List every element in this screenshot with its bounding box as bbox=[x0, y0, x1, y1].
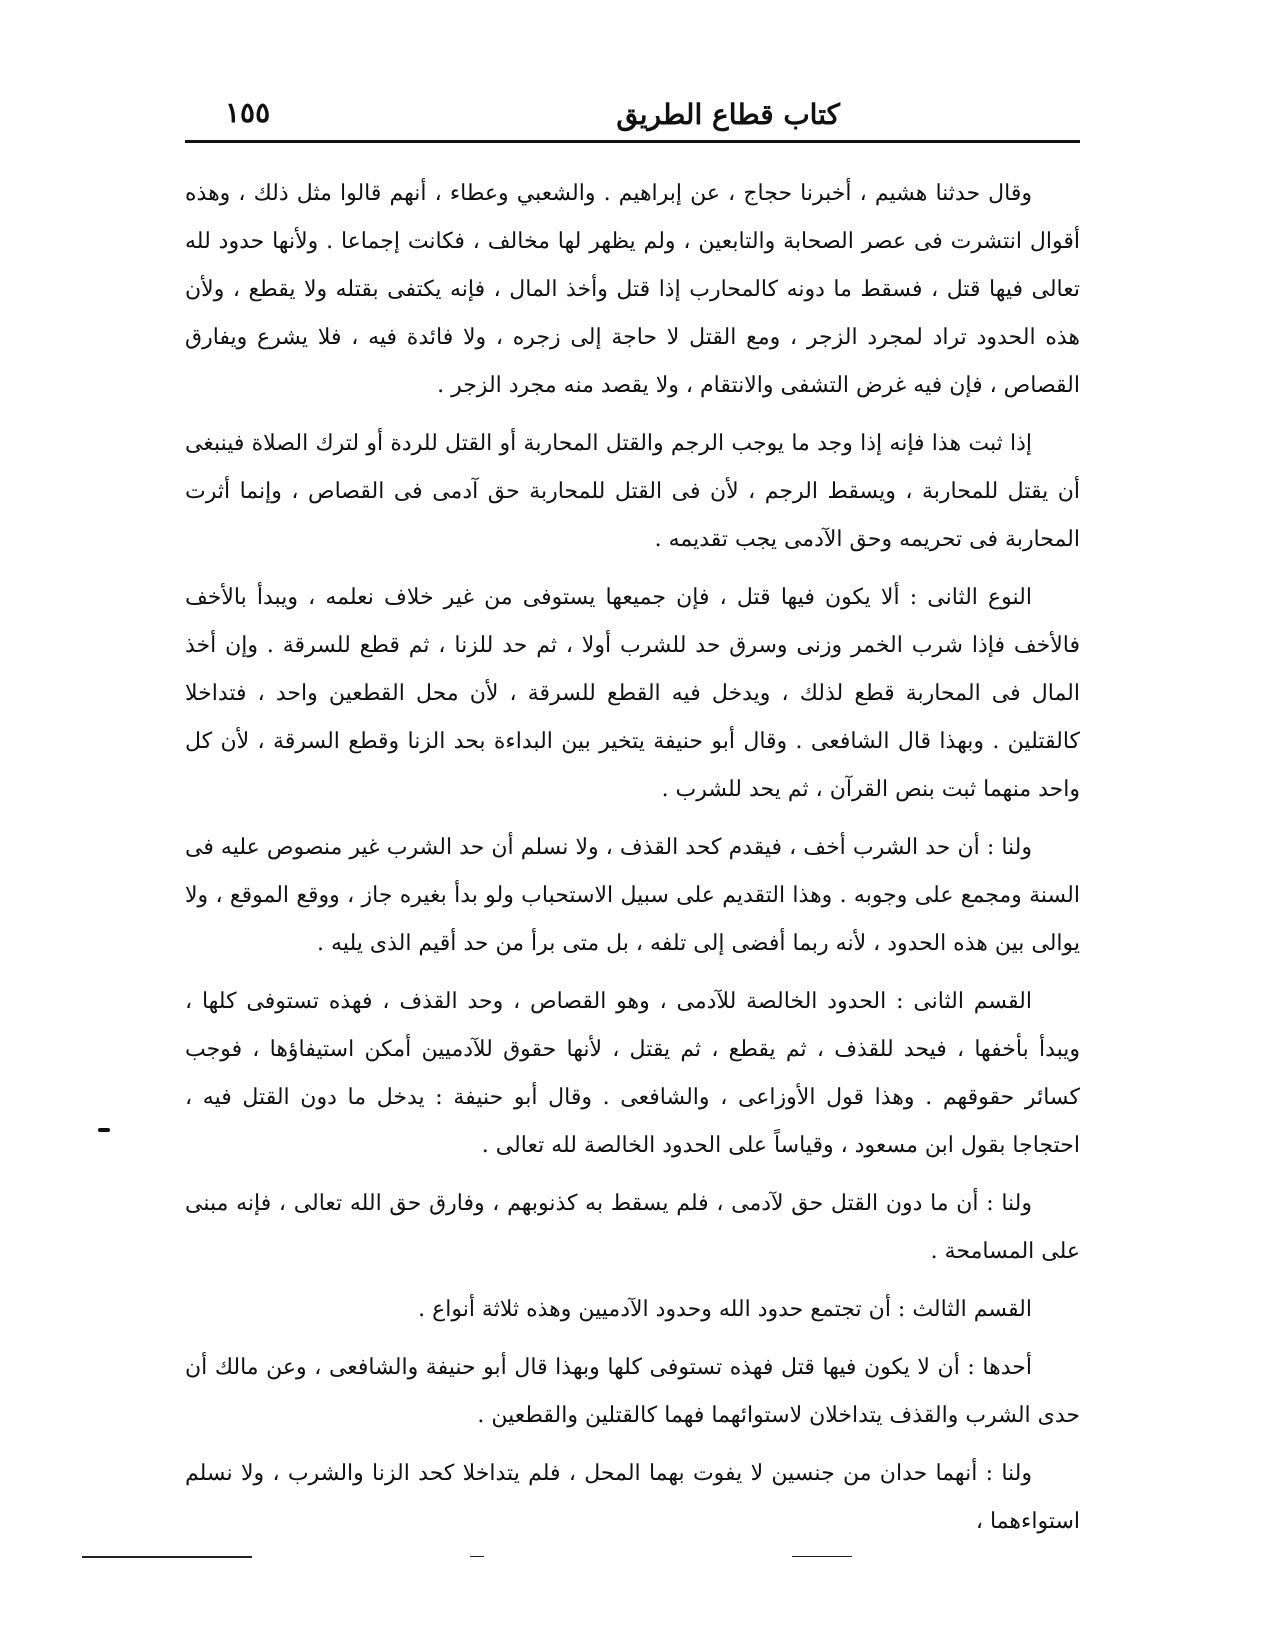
header-rule bbox=[185, 140, 1080, 143]
page-header bbox=[185, 96, 1080, 140]
footnote-rule bbox=[470, 1556, 484, 1557]
paragraph: ولنا : أن ما دون القتل حق لآدمى ، فلم يسقط به كذنوبهم ، وفارق حق الله تعالى ، فإنه مبنى على المسامحة . bbox=[185, 1191, 1080, 1264]
paragraph: ولنا : أنهما حدان من جنسين لا يفوت بهما المحل ، فلم يتداخلا كحد الزنا والشرب ، ولا نسلم استواءهما ، bbox=[185, 1461, 1080, 1534]
running-title: كتاب قطاع الطريق bbox=[616, 98, 840, 131]
paragraph: أحدها : أن لا يكون فيها قتل فهذه تستوفى كلها وبهذا قال أبو حنيفة والشافعى ، وعن مالك أن حدى الشرب والقذف يتداخلان لاستوائهما فهما كالقتلين والقطعين . bbox=[185, 1355, 1080, 1428]
margin-mark bbox=[98, 1128, 110, 1132]
footnote-rule bbox=[792, 1556, 852, 1557]
page-body bbox=[185, 170, 1080, 1556]
paragraph: وقال حدثنا هشيم ، أخبرنا حجاج ، عن إبراهيم . والشعبي وعطاء ، أنهم قالوا مثل ذلك ، وهذه أقوال انتشرت فى عصر الصحابة والتابعين ، ولم يظهر لها مخالف ، فكانت إجماعا . ولأنها حدود لله تعالى فيها قتل ، فسقط ما دونه كالمحارب إذا قتل وأخذ المال ، فإنه يكتفى بقتله ولا يقطع ، ولأن هذه الحدود تراد لمجرد الزجر ، ومع القتل لا حاجة إلى زجره ، ولا فائدة فيه ، فلا يشرع ويفارق القصاص ، فإن فيه غرض التشفى والانتقام ، ولا يقصد منه مجرد الزجر . bbox=[185, 181, 1080, 398]
footnote-rule bbox=[82, 1556, 252, 1558]
page-number: ١٥٥ bbox=[225, 96, 271, 129]
paragraph: النوع الثانى : ألا يكون فيها قتل ، فإن جميعها يستوفى من غير خلاف نعلمه ، ويبدأ بالأخف فالأخف فإذا شرب الخمر وزنى وسرق حد للشرب أولا ، ثم حد للزنا ، ثم قطع للسرقة . وإن أخذ المال فى المحاربة قطع لذلك ، ويدخل فيه القطع للسرقة ، لأن محل القطعين واحد ، فتداخلا كالقتلين . وبهذا قال الشافعى . وقال أبو حنيفة يتخير بين البداءة بحد الزنا وقطع السرقة ، لأن كل واحد منهما ثبت بنص القرآن ، ثم يحد للشرب . bbox=[185, 585, 1080, 802]
paragraph: القسم الثالث : أن تجتمع حدود الله وحدود الآدميين وهذه ثلاثة أنواع . bbox=[418, 1297, 1032, 1322]
paragraph: القسم الثانى : الحدود الخالصة للآدمى ، وهو القصاص ، وحد القذف ، فهذه تستوفى كلها ، ويبدأ بأخفها ، فيحد للقذف ، ثم يقطع ، ثم يقتل ، لأنها حقوق للآدميين أمكن استيفاؤها ، فوجب كسائر حقوقهم . وهذا قول الأوزاعى ، والشافعى . وقال أبو حنيفة : يدخل ما دون القتل فيه ، احتجاجا بقول ابن مسعود ، وقياساً على الحدود الخالصة لله تعالى . bbox=[185, 989, 1081, 1158]
paragraph: ولنا : أن حد الشرب أخف ، فيقدم كحد القذف ، ولا نسلم أن حد الشرب غير منصوص عليه فى السنة ومجمع على وجوبه . وهذا التقديم على سبيل الاستحباب ولو بدأ بغيره جاز ، ووقع الموقع ، ولا يوالى بين هذه الحدود ، لأنه ربما أفضى إلى تلفه ، بل متى برأ من حد أقيم الذى يليه . bbox=[185, 835, 1080, 956]
paragraph: إذا ثبت هذا فإنه إذا وجد ما يوجب الرجم والقتل المحاربة أو القتل للردة أو لترك الصلاة فينبغى أن يقتل للمحاربة ، ويسقط الرجم ، لأن فى القتل للمحاربة حق آدمى فى القصاص ، وإنما أثرت المحاربة فى تحريمه وحق الآدمى يجب تقديمه . bbox=[185, 431, 1080, 552]
